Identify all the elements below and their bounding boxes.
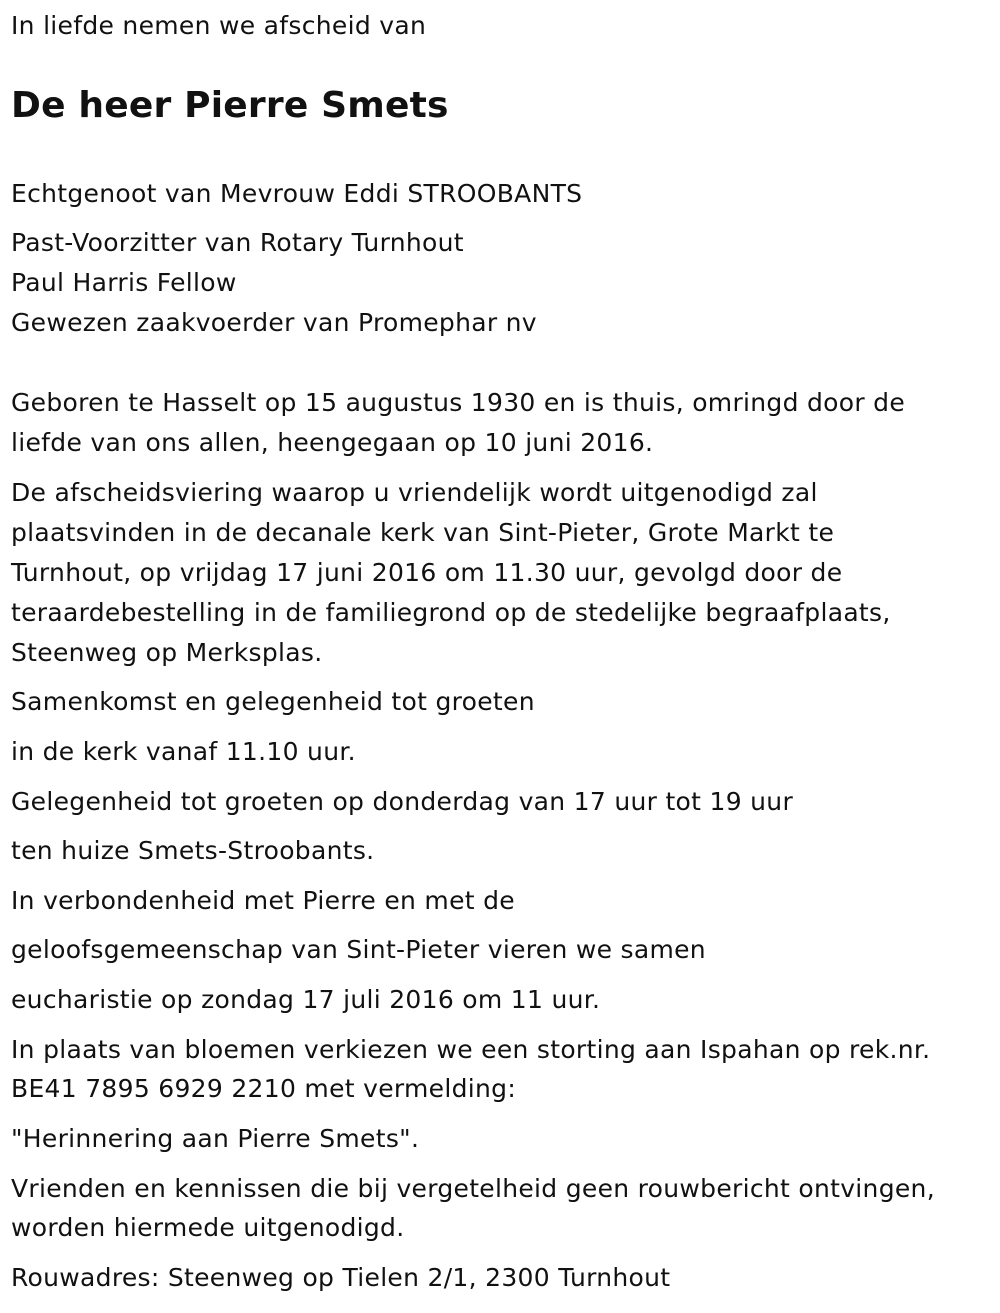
ceremony-line: Turnhout, op vrijdag 17 juni 2016 om 11.30 uur, gevolgd door de [11,558,843,587]
visiting-line: Gelegenheid tot groeten op donderdag van 17 uur tot 19 uur [11,787,794,816]
visiting-line: ten huize Smets-Stroobants. [11,836,375,865]
spouse-line: Echtgenoot van Mevrouw Eddi STROOBANTS [11,179,583,208]
donation-line: "Herinnering aan Pierre Smets". [11,1124,420,1153]
birth-line: liefde van ons allen, heengegaan op 10 juni 2016. [11,428,654,457]
gathering-line: Samenkomst en gelegenheid tot groeten [11,687,535,716]
eucharist-line: In verbondenheid met Pierre en met de [11,886,515,915]
ceremony-line: Steenweg op Merksplas. [11,638,323,667]
title-line: Gewezen zaakvoerder van Promephar nv [11,308,537,337]
intro-line: In liefde nemen we afscheid van [11,11,427,40]
eucharist-line: eucharistie op zondag 17 juli 2016 om 11 uur. [11,985,601,1014]
friends-line: Vrienden en kennissen die bij vergetelheid geen rouwbericht ontvingen, [11,1174,935,1203]
deceased-name: De heer Pierre Smets [11,85,449,126]
title-line: Paul Harris Fellow [11,268,237,297]
eucharist-line: geloofsgemeenschap van Sint-Pieter vieren we samen [11,935,706,964]
ceremony-line: teraardebestelling in de familiegrond op de stedelijke begraafplaats, [11,598,891,627]
friends-line: worden hiermede uitgenodigd. [11,1213,405,1242]
donation-line: In plaats van bloemen verkiezen we een storting aan Ispahan op rek.nr. [11,1035,931,1064]
ceremony-line: plaatsvinden in de decanale kerk van Sint-Pieter, Grote Markt te [11,518,835,547]
birth-line: Geboren te Hasselt op 15 augustus 1930 en is thuis, omringd door de [11,388,906,417]
ceremony-line: De afscheidsviering waarop u vriendelijk wordt uitgenodigd zal [11,478,818,507]
donation-line: BE41 7895 6929 2210 met vermelding: [11,1074,517,1103]
title-line: Past-Voorzitter van Rotary Turnhout [11,228,464,257]
gathering-line: in de kerk vanaf 11.10 uur. [11,737,356,766]
address-line: Rouwadres: Steenweg op Tielen 2/1, 2300 Turnhout [11,1263,671,1292]
